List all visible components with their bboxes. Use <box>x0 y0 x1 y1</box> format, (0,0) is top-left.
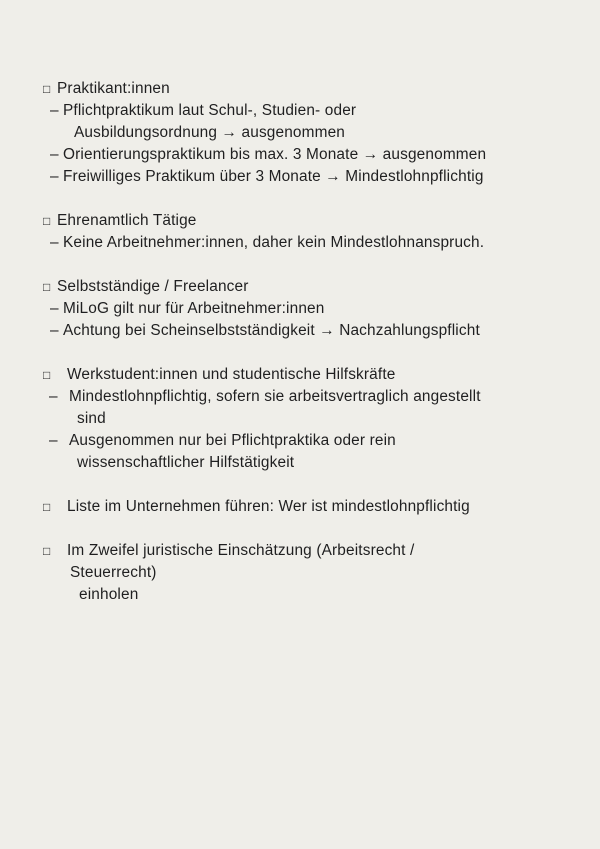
dash-bullet-icon: – <box>49 388 58 405</box>
checklist-line-continuation <box>43 584 570 606</box>
checklist-line-text: Ausgenommen nur bei Pflichtpraktika oder rein <box>69 432 396 449</box>
checklist-item-subitem <box>43 144 570 166</box>
checklist-line-text: Mindestlohnpflichtig, sofern sie arbeitsvertraglich angestellt <box>69 388 481 405</box>
checkbox-square-icon: □ <box>43 368 51 382</box>
checklist-line-text: Freiwilliges Praktikum über 3 Monate → Mindestlohnpflichtig <box>63 168 484 185</box>
checklist-group <box>43 496 570 518</box>
checklist-group <box>43 540 570 606</box>
checkbox-square-icon: □ <box>43 82 51 96</box>
checklist-line-text: einholen <box>79 586 139 603</box>
dash-bullet-icon: – <box>50 322 59 339</box>
checklist-item-subitem <box>43 100 570 122</box>
checklist-group <box>43 364 570 474</box>
checklist-line-text: Ausbildungsordnung → ausgenommen <box>74 124 346 141</box>
dash-bullet-icon: – <box>50 234 59 251</box>
checklist-group <box>43 78 570 188</box>
checklist-body <box>43 78 570 606</box>
checklist-item-heading <box>43 78 570 100</box>
checklist-item-heading <box>43 496 570 518</box>
checklist-line-text: Praktikant:innen <box>57 80 170 97</box>
dash-bullet-icon: – <box>50 168 59 185</box>
checklist-item-heading <box>43 540 570 562</box>
checklist-line-continuation <box>43 122 570 144</box>
dash-bullet-icon: – <box>49 432 58 449</box>
checklist-item-subitem <box>43 232 570 254</box>
checklist-line-text: Im Zweifel juristische Einschätzung (Arbeitsrecht / <box>67 542 415 559</box>
checklist-line-text: Pflichtpraktikum laut Schul-, Studien- oder <box>63 102 357 119</box>
checklist-item-subitem <box>43 298 570 320</box>
checklist-item-heading <box>43 276 570 298</box>
dash-bullet-icon: – <box>50 146 59 163</box>
checklist-item-heading <box>43 364 570 386</box>
checklist-line-continuation <box>43 562 570 584</box>
checkbox-square-icon: □ <box>43 280 51 294</box>
checklist-item-heading <box>43 210 570 232</box>
checklist-line-text: sind <box>77 410 106 427</box>
dash-bullet-icon: – <box>50 300 59 317</box>
checklist-item-subitem <box>43 430 570 452</box>
checkbox-square-icon: □ <box>43 500 51 514</box>
checkbox-square-icon: □ <box>43 214 51 228</box>
checklist-line-text: Steuerrecht) <box>70 564 157 581</box>
checklist-line-text: MiLoG gilt nur für Arbeitnehmer:innen <box>63 300 325 317</box>
checklist-group <box>43 210 570 254</box>
checklist-line-text: Keine Arbeitnehmer:innen, daher kein Mindestlohnanspruch. <box>63 234 485 251</box>
checkbox-square-icon: □ <box>43 544 51 558</box>
checklist-line-text: wissenschaftlicher Hilfstätigkeit <box>77 454 295 471</box>
checklist-line-text: Achtung bei Scheinselbstständigkeit → Nachzahlungspflicht <box>63 322 480 339</box>
checklist-line-text: Werkstudent:innen und studentische Hilfskräfte <box>67 366 396 383</box>
checklist-group <box>43 276 570 342</box>
checklist-item-subitem <box>43 320 570 342</box>
checklist-line-text: Orientierungspraktikum bis max. 3 Monate → ausgenommen <box>63 146 487 163</box>
checklist-line-text: Liste im Unternehmen führen: Wer ist mindestlohnpflichtig <box>67 498 470 515</box>
checklist-line-continuation <box>43 408 570 430</box>
checklist-line-text: Ehrenamtlich Tätige <box>57 212 197 229</box>
checklist-line-text: Selbstständige / Freelancer <box>57 278 249 295</box>
checklist-item-subitem <box>43 386 570 408</box>
checklist-item-subitem <box>43 166 570 188</box>
dash-bullet-icon: – <box>50 102 59 119</box>
checklist-line-continuation <box>43 452 570 474</box>
